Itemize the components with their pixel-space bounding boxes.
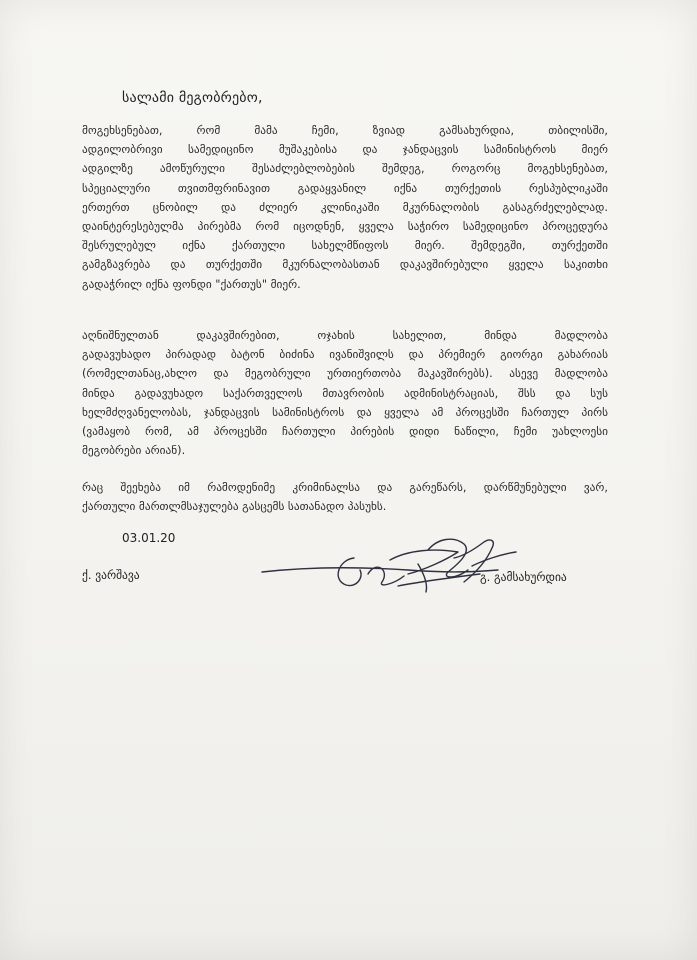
- paragraph-1: [82, 121, 608, 294]
- paragraph-line: მოგეხსენებათ, რომ მამა ჩემი, ზვიად გამსახურდია, თბილისში,: [82, 124, 608, 137]
- paragraph-line: მეგობრები არიან).: [82, 444, 186, 458]
- paragraph-line: დაინტერესებულმა პირებმა რომ იცოდნენ, ყველა საჭირო სამედიცინო პროცედურა: [82, 220, 608, 234]
- paragraph-line: ადგილობრივი სამედიცინო მუშაკებისა და ჯანდაცვის სამინისტროს მიერ: [82, 143, 608, 157]
- paragraph-line: (რომელთანაც,ახლო და მეგობრული ურთიერთობა მაკავშირებს). ასევე მადლობა: [82, 367, 608, 381]
- paragraph-line: გამგზავრება და თურქეთში მკურნალობასთან დაკავშირებული ყველა საკითხი: [82, 258, 608, 272]
- paragraph-3: [82, 478, 608, 516]
- paragraph-2: [82, 326, 608, 460]
- letter-date: 03.01.20: [122, 531, 176, 545]
- paragraph-line: გადაჭრილ იქნა ფონდი "ქართუს" მიერ.: [82, 277, 301, 291]
- paragraph-line: აღნიშნულთან დაკავშირებით, ოჯახის სახელით, მინდა მადლობა: [82, 329, 608, 342]
- paragraph-line: ადგილზე ამოწურული შესაძლებლობების შემდეგ, როგორც მოგეხსენებათ,: [82, 162, 608, 176]
- salutation: სალამი მეგობრებო,: [122, 90, 263, 106]
- paragraph-line: შესრულებულ იქნა ქართული სახელმწიფოს მიერ. შემდეგში, თურქეთში: [82, 239, 608, 253]
- letter-place: ქ. ვარშავა: [82, 568, 140, 582]
- paragraph-line: ხელმძღვანელობას, ჯანდაცვის სამინისტროს და ყველა ამ პროცესში ჩართულ პირს: [82, 405, 608, 419]
- paragraph-line: ერთერთ ცნობილ და ძლიერ კლინიკაში მკურნალობის გასაგრძელებლად.: [82, 200, 608, 214]
- paragraph-line: მინდა გადავუხადო საქართველოს მთავრობის ადმინისტრაციას, შსს და სუს: [82, 386, 608, 400]
- paragraph-line: გადავუხადო პირადად ბატონ ბიძინა ივანიშვილს და პრემიერ გიორგი გახარიას: [82, 348, 608, 362]
- paragraph-line: ქართული მართლმსაჯულება გასცემს სათანადო პასუხს.: [82, 500, 387, 514]
- paragraph-line: რაც შეეხება იმ რამოდენიმე კრიმინალსა და გარეწარს, დარწმუნებული ვარ,: [82, 481, 608, 494]
- signature-name: გ. გამსახურდია: [480, 570, 567, 584]
- paragraph-line: (ვამაყობ რომ, ამ პროცესში ჩართული პირების დიდი ნაწილი, ჩემი უახლოესი: [82, 425, 608, 439]
- paragraph-line: სპეციალური თვითმფრინავით გადაყვანილ იქნა თურქეთის რესპუბლიკაში: [82, 181, 608, 195]
